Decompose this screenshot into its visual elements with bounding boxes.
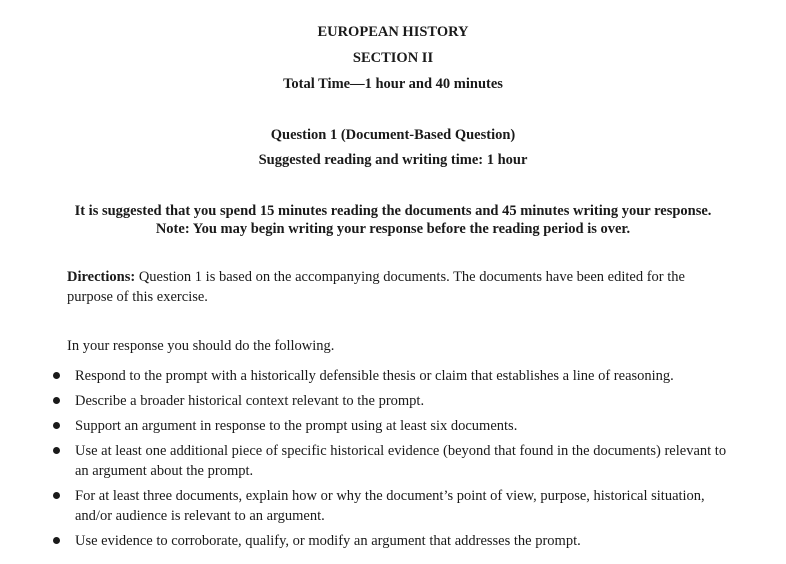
list-item-text: Use at least one additional piece of specific historical evidence (beyond that found in the documents) relevant to an argument about the prompt. bbox=[75, 443, 727, 479]
section-heading: SECTION II bbox=[352, 50, 434, 66]
bullet-icon bbox=[53, 537, 60, 544]
directions-label: Directions: bbox=[67, 269, 136, 285]
bullet-icon bbox=[53, 447, 60, 454]
question-title: Question 1 (Document-Based Question) bbox=[270, 127, 516, 143]
list-item bbox=[0, 391, 735, 411]
subject-heading: EUROPEAN HISTORY bbox=[317, 24, 469, 40]
list-item bbox=[0, 486, 735, 526]
list-item-text: Support an argument in response to the prompt using at least six documents. bbox=[75, 418, 518, 434]
list-item bbox=[0, 416, 735, 436]
time-suggestion: It is suggested that you spend 15 minutes reading the documents and 45 minutes writing your response. bbox=[74, 203, 712, 219]
directions bbox=[67, 268, 727, 307]
response-intro: In your response you should do the following. bbox=[67, 338, 335, 354]
response-requirements-list bbox=[0, 366, 786, 556]
reading-period-note: Note: You may begin writing your response before the reading period is over. bbox=[155, 221, 631, 237]
directions-text: Question 1 is based on the accompanying documents. The documents have been edited for the purpose of this exercise. bbox=[67, 269, 685, 305]
list-item bbox=[0, 366, 735, 386]
list-item bbox=[0, 441, 735, 481]
bullet-icon bbox=[53, 372, 60, 379]
bullet-icon bbox=[53, 397, 60, 404]
list-item-text: For at least three documents, explain how or why the document’s point of view, purpose, historical situation, and/or audience is relevant to an argument. bbox=[75, 488, 705, 524]
list-item bbox=[0, 531, 735, 551]
list-item-text: Use evidence to corroborate, qualify, or modify an argument that addresses the prompt. bbox=[75, 533, 581, 549]
list-item-text: Describe a broader historical context relevant to the prompt. bbox=[75, 393, 425, 409]
list-item-text: Respond to the prompt with a historically defensible thesis or claim that establishes a line of reasoning. bbox=[75, 368, 674, 384]
bullet-icon bbox=[53, 422, 60, 429]
bullet-icon bbox=[53, 492, 60, 499]
total-time: Total Time—1 hour and 40 minutes bbox=[283, 76, 503, 92]
suggested-time: Suggested reading and writing time: 1 hour bbox=[258, 152, 528, 168]
